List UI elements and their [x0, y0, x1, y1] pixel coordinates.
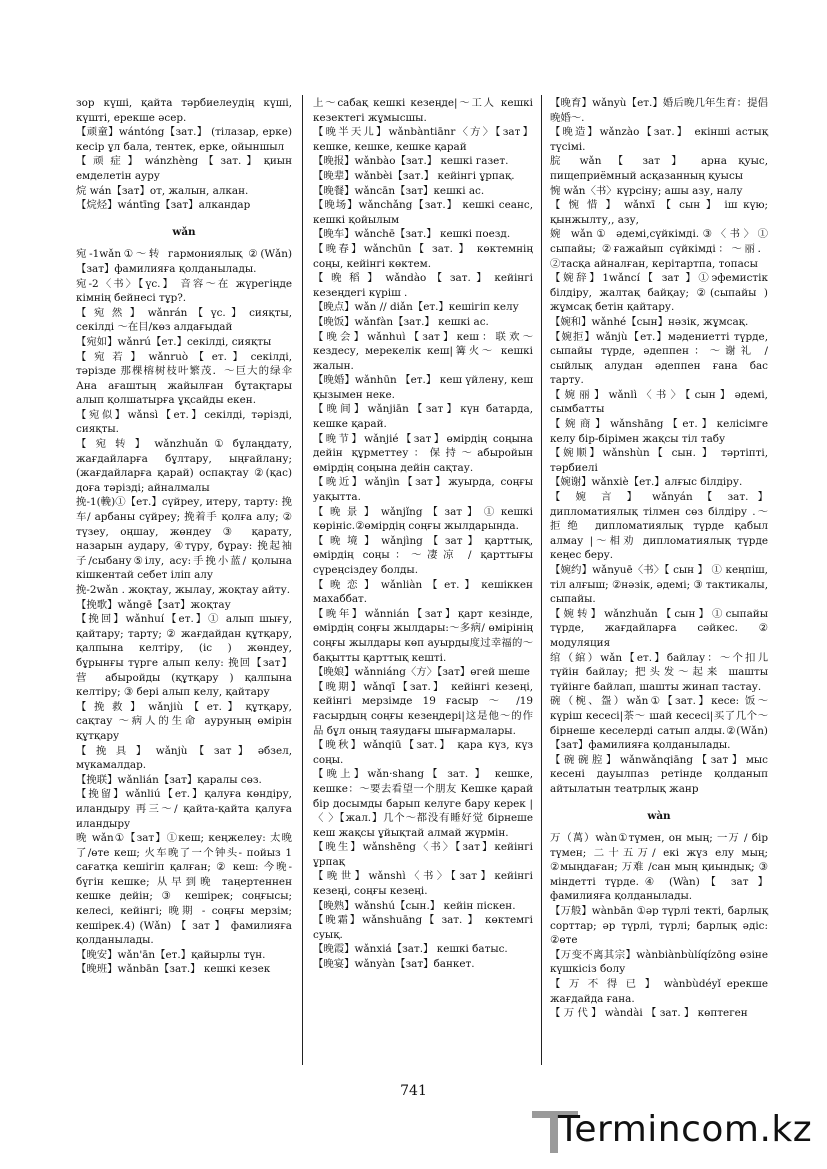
column-1-entries [76, 96, 292, 213]
dictionary-entry: 【 婉 言 】 wǎnyán 【 зат. 】 дипломатиялық тілмен сөз білдіру .～拒绝 дипломатиялық түрде қабыл алмау |～相劝 дипломатиялық түрде кеңес беру. [550, 491, 768, 562]
dictionary-entry: 【晚娘】wǎnniáng〈方〉【зат】өгей шеше [313, 666, 530, 679]
dictionary-entry: 【烷烃】wántīng【зат】алкандар [76, 199, 251, 212]
dictionary-entry: 晚 wǎn①【зат】①кеш; кеңжелеу: 太晚了/өте кеш; 火车晚了一个钟头- пойыз 1 сағатқа кешігіп қалған; ② кеш: 今晚-бүгін кешке; 从早到晚 таңертеннен кешке дейін; ③ кешірек; соңғысы; келесі, кейінгі; 晚期 - соңғы мерзім; кешірек.4) (Wǎn) 【 зат 】 фамилияға қолданылады. [76, 832, 292, 947]
dictionary-entry: 【晚班】wǎnbān【зат.】 кешкі кезек [76, 963, 271, 976]
dictionary-entry: 【晚车】wǎnchē【зат.】 кешкі поезд. [313, 228, 511, 241]
dictionary-entry: 上～сабақ кешкі кезеңде|～工人 кешкі кезектегі жұмысшы. [313, 97, 533, 124]
logo-text: Termincom.kz [558, 1109, 813, 1150]
dictionary-entry: 【晚点】wǎn // diǎn【ет.】кешігіп келу [313, 301, 519, 314]
dictionary-entry: 【晚报】wǎnbào【зат.】 кешкі газет. [313, 155, 509, 168]
dictionary-entry: 【 晚 恋 】 wǎnliàn 【 ет. 】 кешіккен махаббат. [313, 578, 533, 606]
dictionary-entry: 【碗碗腔】wǎnwǎnqiāng【зат】мыс кесені дауылпаз ретінде қолданып айтылатын театрлық жанр [550, 753, 768, 795]
dictionary-entry: 【晚世】wǎnshì〈书〉【зат】кейінгі кезеңі, соңғы кезеңі. [313, 870, 533, 898]
dictionary-entry: 【 宛 然 】 wǎnrán 【 үс. 】 сияқты, секілді ～在目/көз алдағыдай [76, 306, 292, 334]
column-1 [76, 96, 292, 977]
dictionary-entry: 【晚秋】wǎnqiū【зат.】 қара күз, күз соңы. [313, 739, 533, 766]
dictionary-entry: 【晚餐】wǎncān【зат】кешкі ас. [313, 184, 485, 197]
dictionary-entry: 【晚年】wǎnnián【зат】қарт кезінде, өмірдің соңғы жылдары:～多病/ өмірінің соңғы жылдары көп ауырды度过幸福的～ бақытты қарттық кешті. [313, 607, 533, 664]
dictionary-entry: зор күші, қайта тәрбиелеудің күші, күшті, ерекше әсер. [76, 97, 292, 124]
dictionary-entry: 惋 wǎn〈书〉күрсіну; ашы азу, налу [550, 184, 743, 197]
column-divider-right [541, 95, 542, 1065]
column-2-entries [313, 96, 533, 972]
dictionary-entry: 万（萬）wàn①түмен, он мың; 一万 / бір түмен; 二十五万/ екі жүз елу мың; ②мыңдаған; 万难 /сан мың қиындық; ③ міндетті түрде.④ (Wàn)【 зат 】 фамилияға қолданылады. [550, 832, 768, 903]
dictionary-entry: 【晚春】wǎnchūn【 зат. 】 көктемнің соңы, кейінгі көктем. [313, 242, 533, 270]
site-logo [528, 1103, 818, 1159]
section-heading-wan4: wàn [647, 809, 671, 822]
dictionary-entry: 【婉顺】wǎnshùn【 сын. 】 тәртіпті, тәрбиелі [550, 447, 768, 474]
dictionary-entry: 宛-1wǎn①～转 гармониялық ②(Wǎn)【зат】фамилияға қолданылады. [76, 248, 292, 275]
dictionary-entry: 【晚宴】wǎnyàn【зат】банкет. [313, 958, 475, 971]
column-3 [550, 96, 768, 1021]
dictionary-entry: 【晚熟】wǎnshú【сын.】 кейін піскен. [313, 899, 516, 912]
dictionary-entry: 【晚场】wǎnchǎng【зат.】 кешкі сеанс, кешкі қойылым [313, 199, 533, 226]
dictionary-entry: 【晚育】wǎnyù【ет.】婚后晚几年生育：提倡晚婚～. [550, 97, 768, 124]
dictionary-entry: 【晚上】wǎn·shang【 зат. 】 кешке, кешке：～要去看望一个朋友 Кешке қарай бір досымды барып келуге бару керек |〈 〉【жал.】几个～都没有睡好觉 бірнеше кеш жақсы ұйықтай алмай жүрмін. [313, 768, 533, 839]
dictionary-entry: 【婉谢】wǎnxiè【ет.】алғыс білдіру. [550, 476, 743, 489]
dictionary-entry: 【晚安】wǎn'ān【ет.】қайырлы түн. [76, 948, 266, 961]
dictionary-entry: 【 万 代 】 wàndài 【 зат. 】 көптеген [550, 1007, 748, 1020]
dictionary-entry: 【晚造】wǎnzào【зат.】 екінші астық түсімі. [550, 126, 768, 153]
dictionary-entry: 【 惋 惜 】 wǎnxī 【 сын 】 іш күю; қынжылту,, азу, [550, 199, 768, 226]
page-number: 741 [400, 1083, 427, 1099]
dictionary-entry: 【婉丽】wǎnlì〈书〉【сын】әдемі, сымбатты [550, 388, 768, 416]
dictionary-entry: 【宛似】wǎnsì【ет.】секілді, тәрізді, сияқты. [76, 408, 292, 436]
dictionary-entry: 挽-2wǎn . жоқтау, жылау, жоқтау айту. [76, 584, 291, 596]
dictionary-entry: 烷 wán【зат】от, жалын, алкан. [76, 184, 249, 197]
dictionary-entry: 【 宛 若 】 wǎnruò 【 ет. 】 секілді, тәрізде 那棵榕树枝叶繁茂．～巨大的绿伞 Ана ағаштың жайылған бұтақтары алып қолшатырға ұқсайды екен. [76, 350, 292, 407]
dictionary-entry: 【挽回】wǎnhuí【ет.】① алып шығу, қайтару; тарту; ② жағдайдан құтқару, қалпына келтіру, (іс ) жөндеу, бұрынғы түрге алып келу: 挽回【зат】营 абыройды (құтқару ) қалпына келтіру; ③ бері алып келу, қайтару [76, 613, 292, 699]
dictionary-entry: 挽-1(輓)①【ет.】сүйреу, итеру, тарту: 挽车/ арбаны сүйреу; 挽着手 қолға алу; ② түзеу, оңшау, жөндеу ③ қарату, назарын аудару, ④түру, бұрау: 挽起袖子/сыбану⑤ілу, асу:手挽小蓝/ қолына кішкентай себет іліп алу [76, 496, 292, 582]
dictionary-entry: 【晚会】wǎnhuì【зат】кеш：联欢～ кездесу, мерекелік кеш|篝火～ кешкі жалын. [313, 330, 533, 372]
dictionary-entry: 绾（綰）wǎn【ет.】байлау：～个扣儿 түйін байлау; 把头发～起来 шашты түйінге байлап, шашты жинап тастау. [550, 651, 768, 693]
dictionary-entry: 【 宛 转 】 wǎnzhuǎn ① бұлаңдату, жағдайларға бұлтару, ыңғайлану; (жағдайларға қарай) оспақтау ②(қас) доға тәрізді; айналмалы [76, 438, 292, 494]
dictionary-entry: 【 晚 稻 】 wǎndào 【 зат. 】 кейінгі кезеңдегі күріш . [313, 272, 533, 299]
dictionary-entry: 【万般】wànbān ①әр түрлі текті, барлық сорттар; әр түрлі, түрлі; барлық әдіс: ②өте [550, 905, 768, 947]
dictionary-entry: 【晚婚】wǎnhūn 【ет.】 кеш үйлену, кеш қызымен неке. [313, 374, 533, 401]
dictionary-entry: 【婉辞】1wǎncí【 зат 】①эфемистік білдіру, жалтақ байқау; ②(сыпайы ) жұмсақ бетін қайтару. [550, 272, 768, 314]
dictionary-entry: 【顽童】wántóng【зат.】 (тілазар, ерке) кесір ұл бала, тентек, ерке, ойыншыл [76, 126, 292, 153]
dictionary-entry: 【晚辈】wǎnbèi【зат.】 кейінгі ұрпақ. [313, 169, 515, 182]
dictionary-entry: 【婉约】wǎnyuē〈书〉【 сын 】 ① кеңпіш, тіл алғыш; ②нәзік, әдемі; ③ тактикалы, сыпайы. [550, 564, 768, 606]
dictionary-entry: 【 挽 救 】 wǎnjiù 【 ет. 】 құтқару, сақтау ～病人的生命 ауруның өмірін құтқару [76, 700, 292, 742]
dictionary-entry: 【挽歌】wǎngē【зат】жоқтау [76, 598, 231, 611]
column-divider-left [302, 95, 303, 1065]
dictionary-entry: 【晚半天儿】wǎnbàntiānr〈方〉【зат】 кешке, кешке, кешке қарай [313, 126, 533, 153]
column-1-entries-2 [76, 247, 292, 977]
dictionary-entry: 【 顽 症 】 wánzhèng 【 зат. 】 қиын емделетін ауру [76, 155, 292, 182]
dictionary-entry: 碗（椀、盌）wǎn①【зат.】кесе: 饭～ күріш кесесі|茶～ шай кесесі|买了几个～ бірнеше кеселерді сатып алды.②(Wǎn)【зат】фамилияға қолданылады. [550, 695, 768, 752]
dictionary-entry: 【晚霜】wǎnshuāng【 зат. 】 көктемгі суық. [313, 914, 533, 941]
dictionary-entry: 【 挽 具 】 wǎnjù 【 зат 】 әбзел, мүкамалдар. [76, 744, 292, 772]
dictionary-entry: 【晚节】wǎnjié【зат】өмірдің соңына дейін құрметтеу：保持～абыройын өмірдің соңына дейін сақтау. [313, 432, 533, 474]
dictionary-entry: 【挽联】wǎnlián【зат】қаралы сөз. [76, 773, 262, 786]
dictionary-entry: 婉 wǎn① әдемі,сүйкімді.③〈书〉① сыпайы; ②ғажайып сүйкімді：～丽．②тасқа айналған, керітартпа, топасы [550, 228, 768, 270]
dictionary-entry: 【 晚 景 】 wǎnjǐng 【 зат 】 ① кешкі көрініс.②өмірдің соңғы жылдарында. [313, 505, 533, 533]
dictionary-entry: 【婉拒】wǎnjù【ет.】мәдениетті түрде, сыпайы түрде, әдеппен：～谢礼 / сыйлық алудан әдеппен ғана бас тарту. [550, 330, 768, 387]
dictionary-entry: 【晚饭】wǎnfàn【зат.】 кешкі ас. [313, 315, 489, 328]
dictionary-entry: 【 晚 境 】 wǎnjìng 【 зат 】 қарттық, өмірдің соңы：～凄凉 / қарттығы сүреңсіздеу болды. [313, 534, 533, 576]
dictionary-entry: 【婉转】wǎnzhuǎn【сын】①сыпайы түрде, жағдайларға сәйкес. ② модуляция [550, 607, 768, 649]
dictionary-entry: 【万变不离其宗】wànbiànbùlíqízōng өзіне күшкісіз болу [550, 948, 768, 976]
dictionary-entry: 【宛如】wǎnrú【ет.】секілді, сияқты [76, 335, 272, 348]
section-heading-wan3: wǎn [172, 225, 196, 238]
dictionary-entry: 【晚近】wǎnjìn【зат】жуырда, соңғы уақытта. [313, 476, 533, 504]
dictionary-entry: 【 婉 商 】 wǎnshāng 【 ет. 】 келісімге келу бір-бірімен жақсы тіл табу [550, 418, 768, 445]
column-3-entries [550, 96, 768, 797]
dictionary-entry: 脘 wǎn 【 зат 】 арна қуыс, пищеприёмный асқазанның қуысы [550, 155, 768, 182]
dictionary-entry: 【 万 不 得 已 】 wànbùdéyǐ ерекше жағдайда ғана. [550, 978, 768, 1005]
dictionary-entry: 【晚霞】wǎnxiá【зат.】 кешкі батыс. [313, 943, 508, 956]
dictionary-entry: 【挽留】wǎnliú【ет.】қалуға көндіру, иландыру 再三～/ қайта-қайта қалуға иландыру [76, 788, 292, 830]
column-2 [313, 96, 533, 972]
dictionary-entry: 宛-2〈书〉【үс.】 音容～在 жүрегіңде кімнің бейнесі тұр?. [76, 277, 292, 305]
dictionary-entry: 【晚间】wǎnjiān【зат】күн батарда, кешке қарай. [313, 403, 533, 431]
column-3-entries-2 [550, 831, 768, 1021]
dictionary-entry: 【晚期】wǎnqī【зат.】 кейінгі кезеңі, кейінгі мерзімде 19 ғасыр ～ /19 ғасырдың соңғы кезеңдері|这是他～的作品 бұл оның таяудағы шығармалары. [313, 680, 533, 737]
dictionary-entry: 【婉和】wǎnhé【сын】нәзік, жұмсақ. [550, 315, 749, 328]
dictionary-entry: 【晚生】wǎnshēng〈书〉【зат】кейінгі ұрпақ [313, 841, 533, 868]
